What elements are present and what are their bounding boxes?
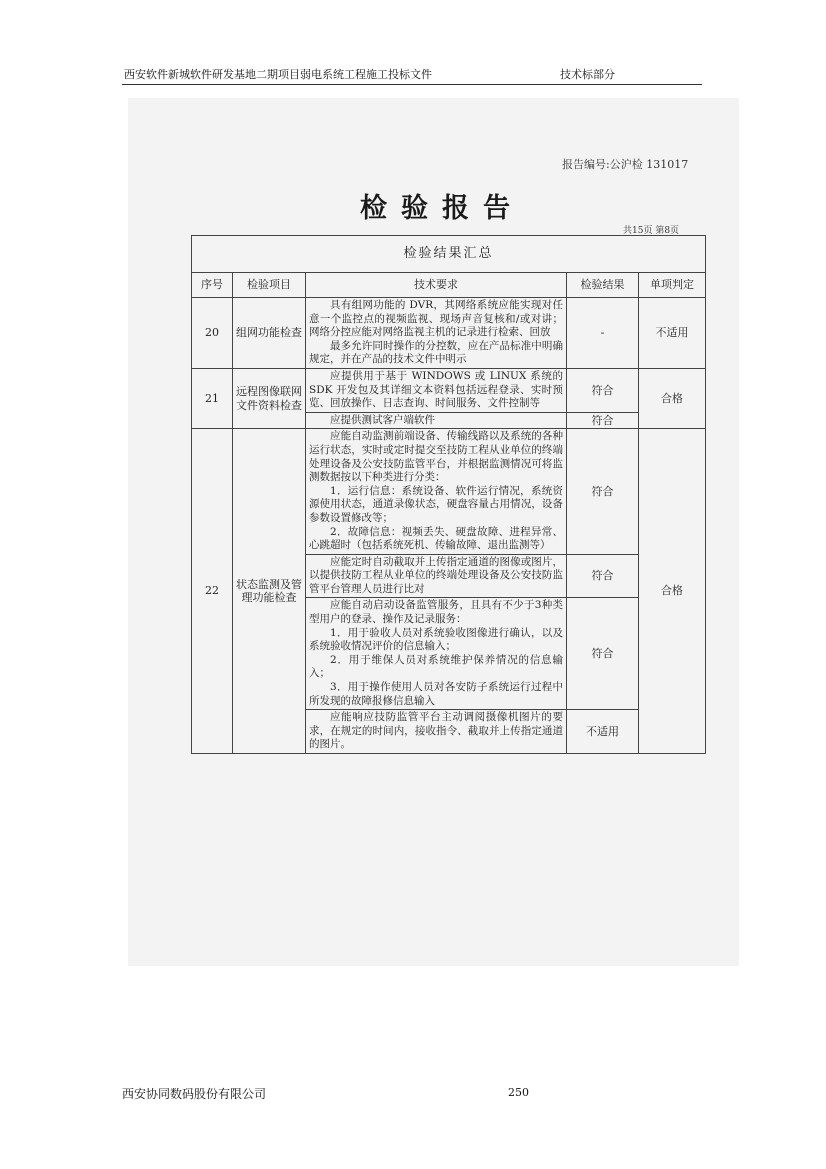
report-title: 检验报告: [360, 193, 524, 224]
result-cell: -: [567, 298, 639, 369]
result-cell: 符合: [567, 412, 639, 429]
requirement-cell: [306, 429, 567, 554]
inspection-item: 远程图像联网文件资料检查: [233, 368, 306, 428]
table-row: [192, 298, 706, 369]
table-row: [192, 368, 706, 412]
table-row: [192, 429, 706, 554]
column-header-requirement: 技术要求: [306, 273, 567, 298]
row-number: 21: [192, 368, 233, 428]
requirement-cell: [306, 554, 567, 598]
requirement-cell: [306, 412, 567, 429]
column-header-result: 检验结果: [567, 273, 639, 298]
footer-company: 西安协同数码股份有限公司: [122, 1087, 267, 1101]
column-header-verdict: 单项判定: [639, 273, 706, 298]
requirement-text: 2．故障信息：视频丢失、硬盘故障、进程异常、心跳超时（包括系统死机、传输故障、退出监测等）: [309, 525, 563, 552]
requirement-text: 应能响应技防监管平台主动调阅摄像机图片的要求，在规定的时间内，接收指令、截取并上传指定通道的图片。: [309, 711, 563, 751]
result-cell: 符合: [567, 429, 639, 554]
requirement-cell: [306, 368, 567, 412]
table-header-row: [192, 273, 706, 298]
row-number: 20: [192, 298, 233, 369]
header-document-title: 西安软件新城软件研发基地二期项目弱电系统工程施工投标文件: [124, 68, 432, 81]
inspection-item: 组网功能检查: [233, 298, 306, 369]
requirement-text: 应提供测试客户端软件: [330, 413, 435, 426]
requirement-text: 应能自动监测前端设备、传输线路以及系统的各种运行状态，实时或定时提交至技防工程从业单位的终端处理设备及公安技防监管平台，并根据监测情况可将监测数据按以下种类进行分类：: [309, 430, 563, 484]
requirement-cell: [306, 710, 567, 754]
requirement-cell: [306, 298, 567, 369]
inspection-item: 状态监测及管理功能检查: [233, 429, 306, 754]
header-section-label: 技术标部分: [560, 68, 615, 81]
requirement-text: 应能自动启动设备监管服务，且具有不少于3种类型用户的登录、操作及记录服务：: [309, 599, 563, 626]
summary-title: 检验结果汇总: [192, 236, 706, 273]
column-header-item: 检验项目: [233, 273, 306, 298]
result-cell: 不适用: [567, 710, 639, 754]
requirement-text: 2．用于维保人员对系统维护保养情况的信息输入；: [309, 653, 563, 680]
requirement-text: 1．用于验收人员对系统验收图像进行确认，以及系统验收情况评价的信息输入；: [309, 626, 563, 653]
verdict-cell: 合格: [639, 368, 706, 428]
requirement-cell: [306, 598, 567, 710]
column-header-no: 序号: [192, 273, 233, 298]
requirement-text: 最多允许同时操作的分控数，应在产品标准中明确规定，并在产品的技术文件中明示: [309, 339, 563, 366]
requirement-text: 1．运行信息：系统设备、软件运行情况，系统资源使用状态，通道录像状态，硬盘容量占用情况，设备参数设置修改等；: [309, 484, 563, 524]
requirement-text: 应能定时自动截取并上传指定通道的图像或图片，以提供技防工程从业单位的终端处理设备及公安技防监管平台管理人员进行比对: [309, 555, 563, 595]
page-header: [122, 66, 702, 85]
row-number: 22: [192, 429, 233, 754]
report-page-count: 共15页 第8页: [623, 226, 680, 236]
requirement-text: 应提供用于基于 WINDOWS 或 LINUX 系统的 SDK 开发包及其详细文本资料包括远程登录、实时预览、回放操作、日志查询、时间服务、文件控制等: [309, 369, 563, 410]
inspection-results-table: [191, 235, 706, 754]
result-cell: 符合: [567, 598, 639, 710]
requirement-text: 具有组网功能的 DVR，其网络系统应能实现对任意一个监控点的视频监视、现场声音复核和/或对讲；网络分控应能对网络监视主机的记录进行检索、回放: [309, 299, 563, 339]
result-cell: 符合: [567, 554, 639, 598]
verdict-cell: 不适用: [639, 298, 706, 369]
footer-page-number: 250: [508, 1086, 529, 1099]
result-cell: 符合: [567, 368, 639, 412]
verdict-cell: 合格: [639, 429, 706, 754]
report-number: 报告编号:公沪检 131017: [562, 158, 689, 171]
requirement-text: 3．用于操作使用人员对各安防子系统运行过程中所发现的故障报修信息输入: [309, 681, 563, 707]
